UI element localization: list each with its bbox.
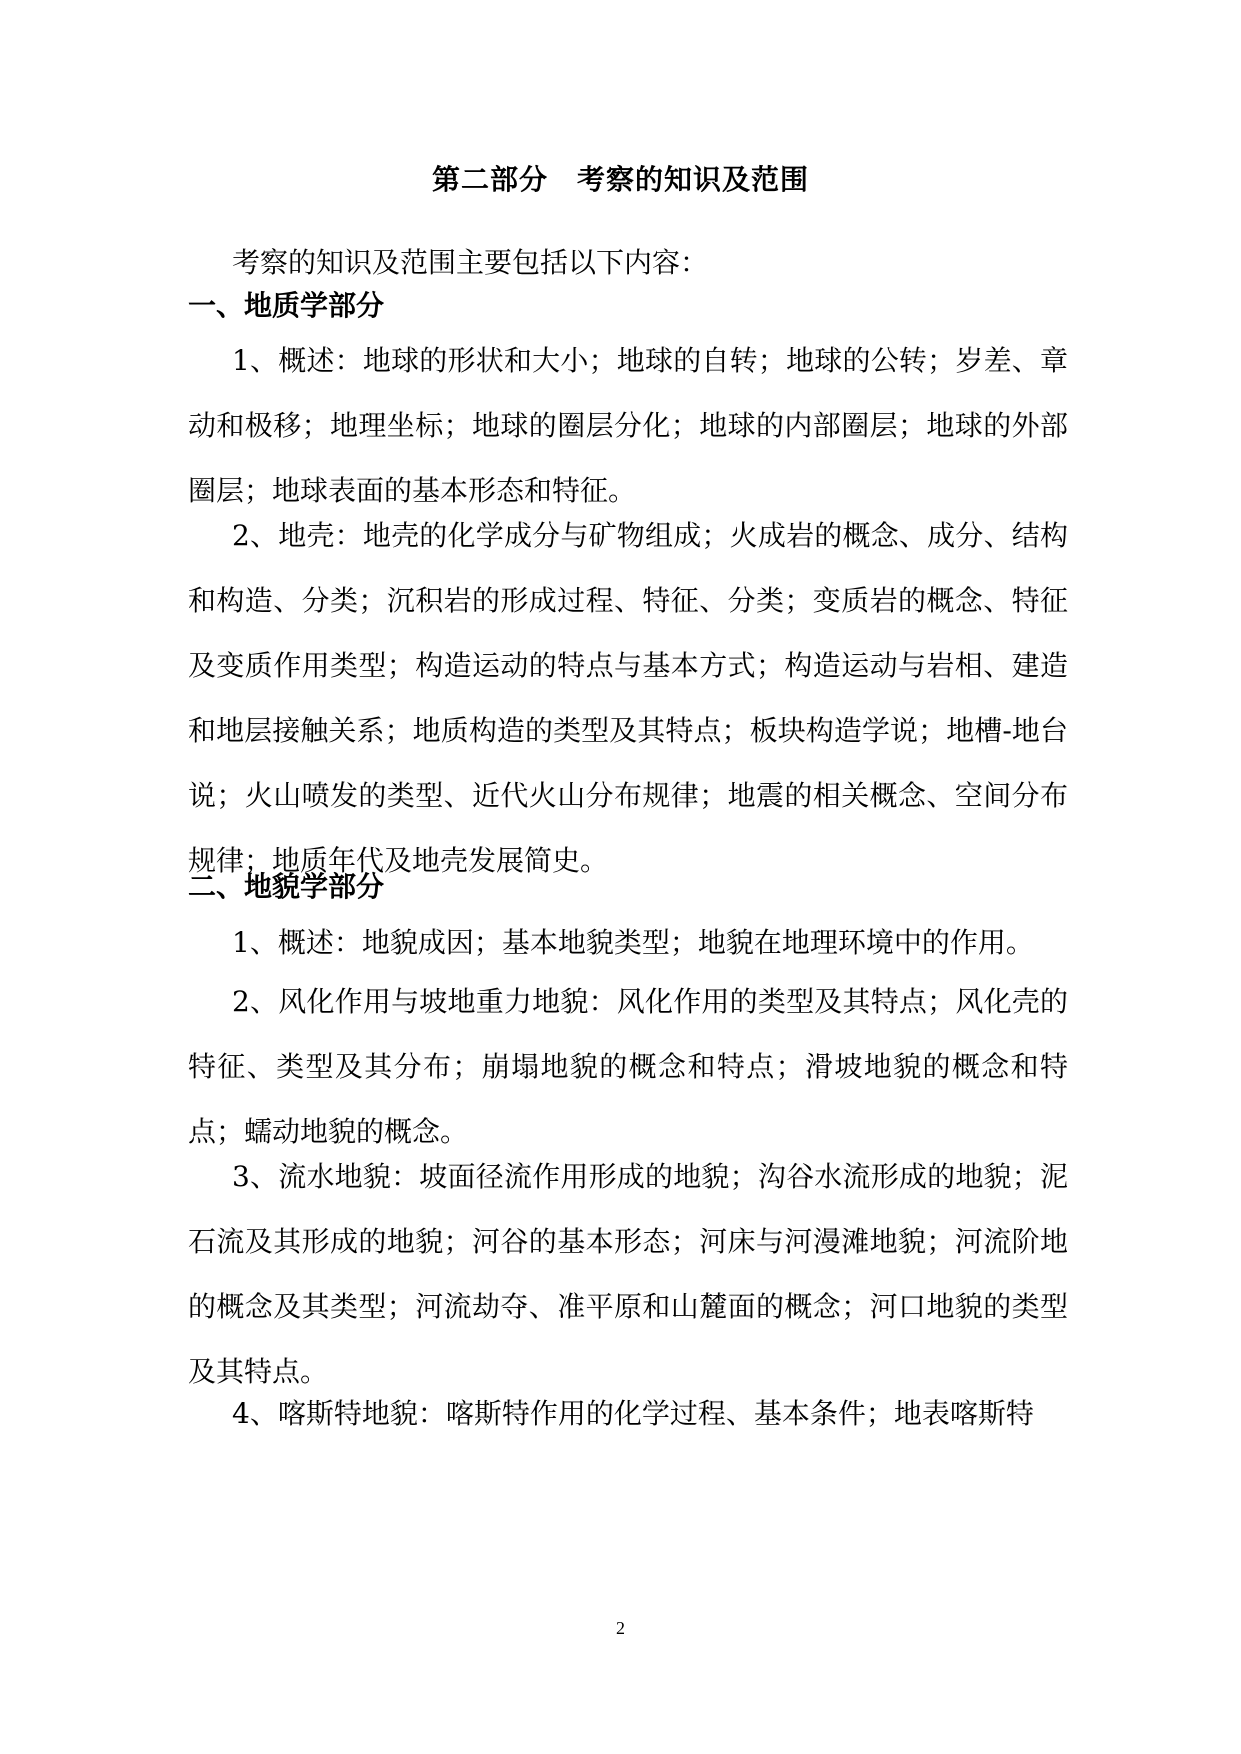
- page-number: 2: [616, 1618, 625, 1638]
- paragraph-fluvial: 3、流水地貌：坡面径流作用形成的地貌；沟谷水流形成的地貌；泥石流及其形成的地貌；河谷的基本形态；河床与河漫滩地貌；河流阶地的概念及其类型；河流劫夺、准平原和山麓面的概念；河口地貌的类型及其特点。: [188, 1160, 1068, 1388]
- paragraph-karst: 4、喀斯特地貌：喀斯特作用的化学过程、基本条件；地表喀斯特: [232, 1397, 1034, 1430]
- intro-text: 考察的知识及范围主要包括以下内容：: [232, 246, 709, 279]
- paragraph-weathering: 2、风化作用与坡地重力地貌：风化作用的类型及其特点；风化壳的特征、类型及其分布；崩塌地貌的概念和特点；滑坡地貌的概念和特点；蠕动地貌的概念。: [188, 985, 1068, 1148]
- section-heading-geomorphology: 二、地貌学部分: [188, 870, 385, 903]
- page-title: 第二部分 考察的知识及范围: [431, 163, 809, 196]
- paragraph-geology-overview: 1、概述：地球的形状和大小；地球的自转；地球的公转；岁差、章动和极移；地理坐标；地球的圈层分化；地球的内部圈层；地球的外部圈层；地球表面的基本形态和特征。: [188, 344, 1068, 507]
- section-heading-geology: 一、地质学部分: [188, 289, 385, 322]
- paragraph-geology-crust: 2、地壳：地壳的化学成分与矿物组成；火成岩的概念、成分、结构和构造、分类；沉积岩的形成过程、特征、分类；变质岩的概念、特征及变质作用类型；构造运动的特点与基本方式；构造运动与岩相、建造和地层接触关系；地质构造的类型及其特点；板块构造学说；地槽-地台说；火山喷发的类型、近代火山分布规律；地震的相关概念、空间分布规律；地质年代及地壳发展简史。: [188, 519, 1068, 877]
- paragraph-geomorphology-overview: 1、概述：地貌成因；基本地貌类型；地貌在地理环境中的作用。: [232, 926, 1034, 959]
